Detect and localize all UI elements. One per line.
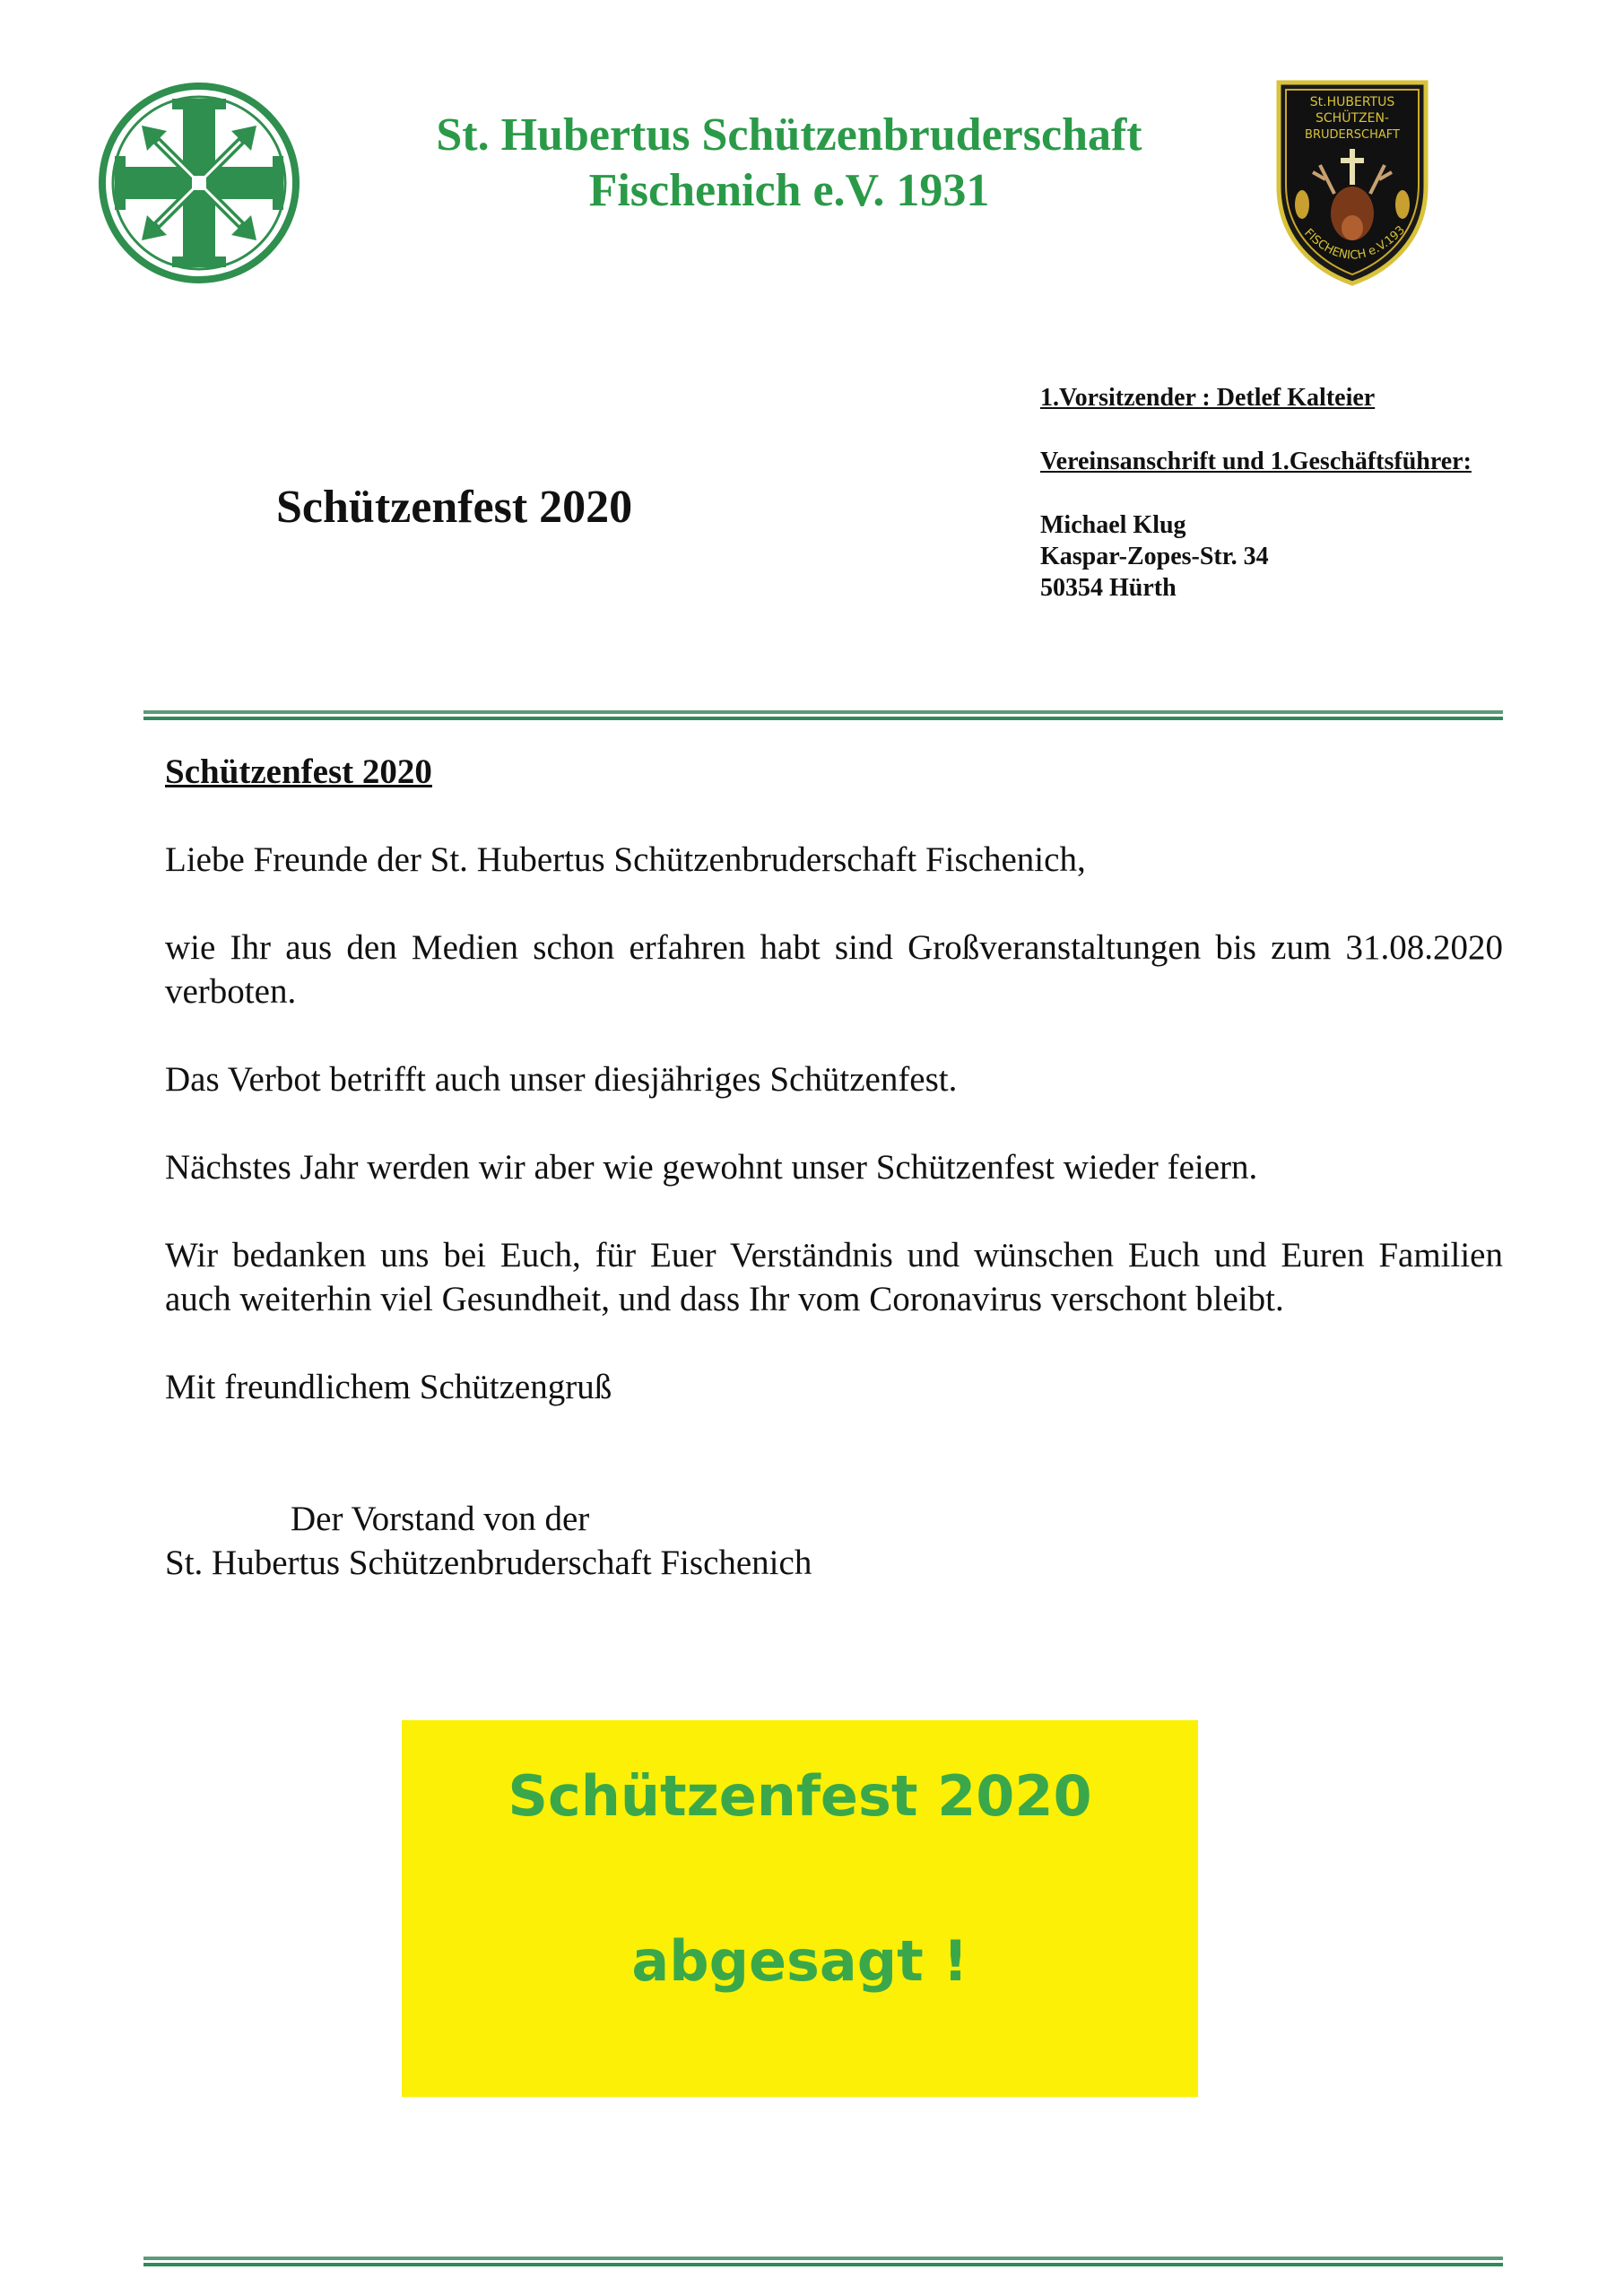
address-heading: Vereinsanschrift und 1.Geschäftsführer: xyxy=(1040,448,1472,475)
contact-street: Kaspar-Zopes-Str. 34 xyxy=(1040,543,1269,570)
contact-city: 50354 Hürth xyxy=(1040,574,1177,602)
signature-line-1: Der Vorstand von der xyxy=(291,1500,590,1538)
letter-paragraph-1: wie Ihr aus den Medien schon erfahren habt sind Großveranstaltungen bis zum 31.08.2020 verboten. xyxy=(165,928,1503,1011)
organization-name-line2: Fischenich e.V. 1931 xyxy=(588,165,990,216)
letter-greeting: Liebe Freunde der St. Hubertus Schützenbruderschaft Fischenich, xyxy=(165,840,1086,879)
letter-subject: Schützenfest 2020 xyxy=(165,752,432,791)
banner-status: abgesagt ! xyxy=(631,1928,968,1994)
cancellation-banner xyxy=(402,1720,1198,2097)
signature-line-2: St. Hubertus Schützenbruderschaft Fischenich xyxy=(165,1544,812,1582)
badge-text-line3: BRUDERSCHAFT xyxy=(1305,128,1400,142)
banner-title: Schützenfest 2020 xyxy=(508,1763,1092,1829)
letter-closing: Mit freundlichem Schützengruß xyxy=(165,1368,612,1406)
bottom-divider xyxy=(143,2257,1503,2267)
contact-block xyxy=(1040,382,1472,604)
club-logo-cross xyxy=(95,79,303,287)
letter-paragraph-2: Das Verbot betrifft auch unser diesjähriges Schützenfest. xyxy=(165,1060,958,1099)
club-badge-shield xyxy=(1272,79,1433,287)
shield-badge-icon xyxy=(1272,79,1433,287)
page-title: Schützenfest 2020 xyxy=(276,482,633,533)
top-divider xyxy=(143,710,1503,721)
badge-arc-text: FISCHENICH e.V.193 xyxy=(1301,223,1408,263)
letter-body xyxy=(165,750,1503,1585)
letter-paragraph-4: Wir bedanken uns bei Euch, für Euer Verständnis und wünschen Euch und Euren Familien auch weiterhin viel Gesundheit, und dass Ihr vom Coronavirus verschont bleibt. xyxy=(165,1236,1503,1318)
organization-name xyxy=(359,108,1220,219)
chairman-line: 1.Vorsitzender : Detlef Kalteier xyxy=(1040,384,1376,412)
contact-name: Michael Klug xyxy=(1040,511,1186,539)
cross-arrows-icon xyxy=(95,79,303,287)
badge-text-line2: SCHÜTZEN- xyxy=(1316,111,1389,126)
organization-name-line1: St. Hubertus Schützenbruderschaft xyxy=(436,109,1142,161)
letter-paragraph-3: Nächstes Jahr werden wir aber wie gewohnt unser Schützenfest wieder feiern. xyxy=(165,1148,1258,1187)
badge-text-line1: St.HUBERTUS xyxy=(1309,95,1395,109)
